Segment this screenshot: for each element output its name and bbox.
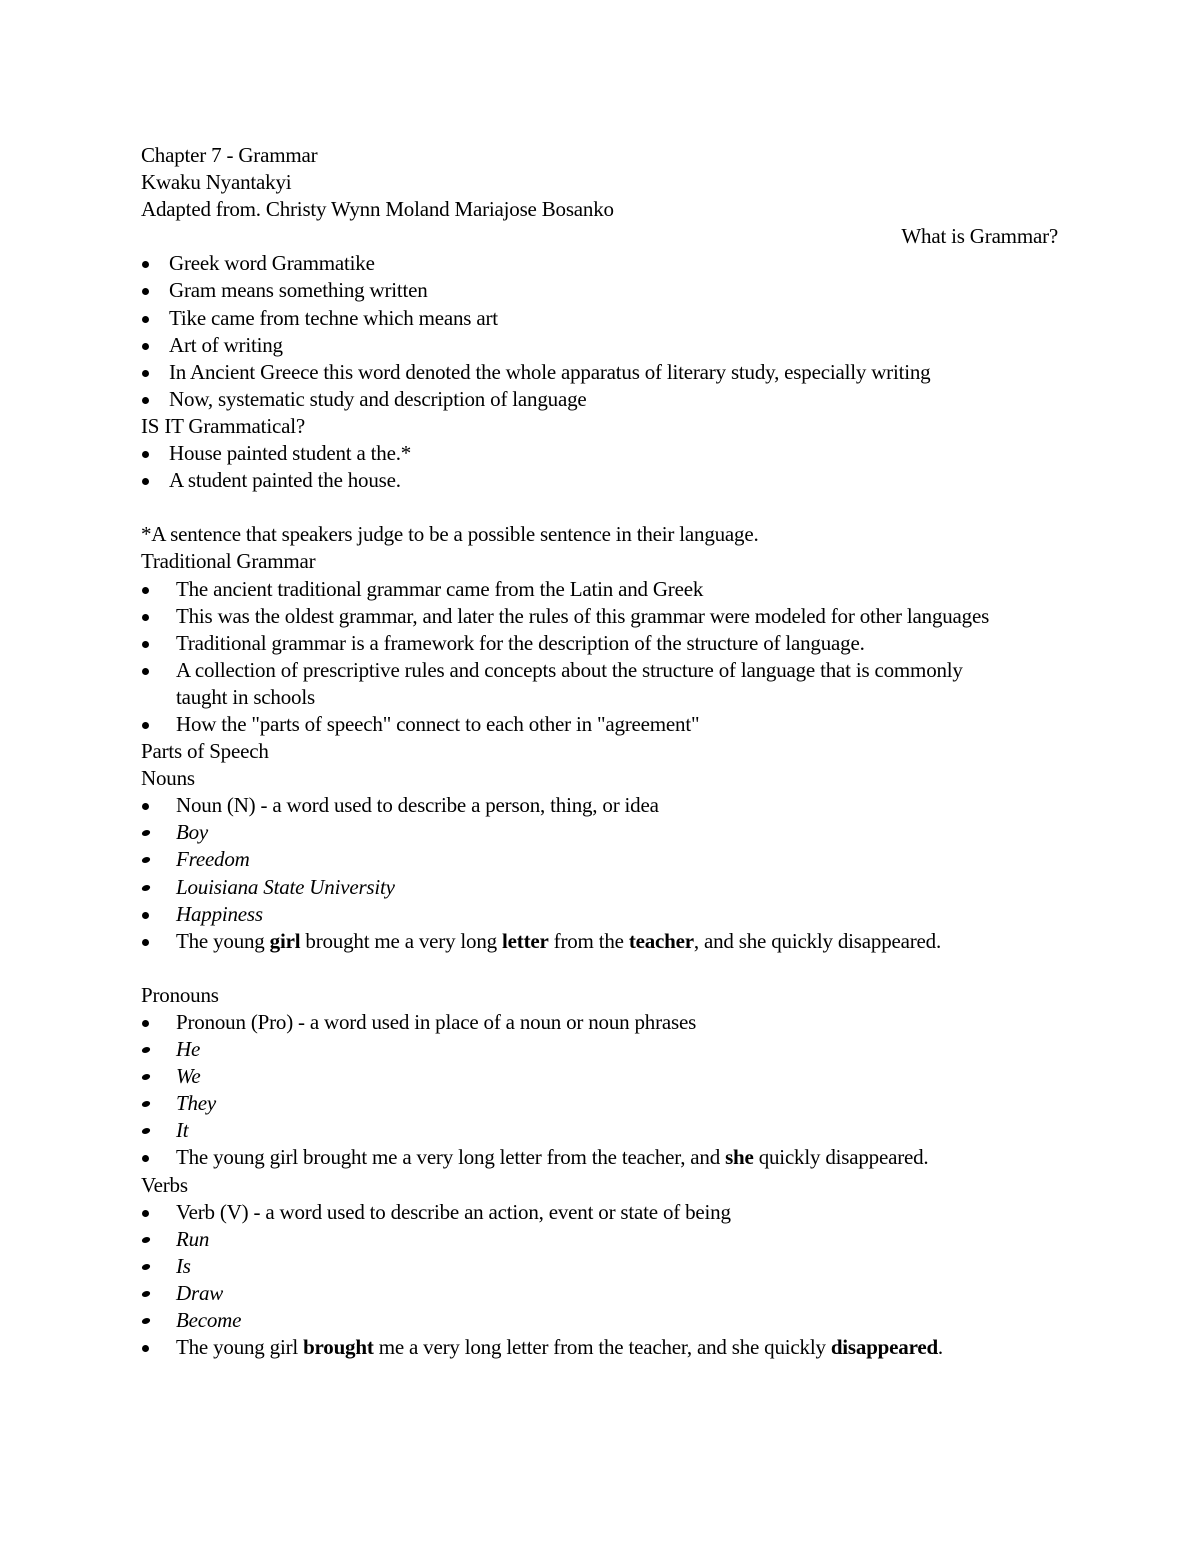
bullet-icon xyxy=(141,1128,151,1134)
is-it-grammatical-list xyxy=(141,440,1059,494)
bullet-icon xyxy=(142,1020,149,1027)
list-item: Greek word Grammatike xyxy=(141,250,1059,277)
list-item: We xyxy=(141,1063,1059,1090)
bullet-icon xyxy=(141,1264,151,1270)
bullet-icon xyxy=(142,803,149,810)
list-item: Draw xyxy=(141,1280,1059,1307)
bullet-icon xyxy=(142,614,149,621)
list-item: Is xyxy=(141,1253,1059,1280)
list-item: House painted student a the.* xyxy=(141,440,1059,467)
list-item: Freedom xyxy=(141,846,1059,873)
list-item: The ancient traditional grammar came from the Latin and Greek xyxy=(141,576,1059,603)
list-item: They xyxy=(141,1090,1059,1117)
list-item xyxy=(141,1144,1059,1171)
list-item: Become xyxy=(141,1307,1059,1334)
bullet-icon xyxy=(142,261,149,268)
bullet-icon xyxy=(142,288,149,295)
bullet-icon xyxy=(141,1074,151,1080)
bullet-icon xyxy=(142,316,149,323)
bullet-icon xyxy=(142,397,149,404)
bullet-icon xyxy=(142,668,149,675)
document-title: Chapter 7 - Grammar xyxy=(141,143,318,167)
verbs-heading: Verbs xyxy=(141,1172,188,1197)
bullet-icon xyxy=(141,857,151,863)
list-item: Happiness xyxy=(141,901,1059,928)
list-item: A student painted the house. xyxy=(141,467,1059,494)
list-item: Louisiana State University xyxy=(141,874,1059,901)
list-item: This was the oldest grammar, and later the rules of this grammar were modeled for other languages xyxy=(141,603,1059,630)
bullet-icon xyxy=(142,641,149,648)
nouns-list xyxy=(141,792,1059,955)
author-line: Kwaku Nyantakyi xyxy=(141,170,292,195)
list-item xyxy=(141,1334,1059,1361)
traditional-grammar-list xyxy=(141,576,1059,739)
list-item: Run xyxy=(141,1226,1059,1253)
list-item: In Ancient Greece this word denoted the whole apparatus of literary study, especially writing xyxy=(141,359,1059,386)
bullet-icon xyxy=(142,587,149,594)
bullet-icon xyxy=(142,478,149,485)
bullet-icon xyxy=(141,1291,151,1297)
list-item: Verb (V) - a word used to describe an action, event or state of being xyxy=(141,1199,1059,1226)
bullet-icon xyxy=(142,722,149,729)
bullet-icon xyxy=(141,885,151,891)
bullet-icon xyxy=(141,1237,151,1243)
bullet-icon xyxy=(142,370,149,377)
bullet-icon xyxy=(142,939,149,946)
parts-of-speech-heading: Parts of Speech xyxy=(141,739,269,764)
list-item: A collection of prescriptive rules and concepts about the structure of language that is commonly taught in schools xyxy=(141,657,1059,711)
what-is-grammar-list xyxy=(141,250,1059,413)
example-sentence: The young girl brought me a very long letter from the teacher, and she quickly disappeared. xyxy=(176,1335,943,1360)
bullet-icon xyxy=(142,1155,149,1162)
bullet-icon xyxy=(141,1318,151,1324)
spacer xyxy=(141,955,1059,982)
list-item: How the "parts of speech" connect to each other in "agreement" xyxy=(141,711,1059,738)
footnote: *A sentence that speakers judge to be a possible sentence in their language. xyxy=(141,522,759,547)
bullet-icon xyxy=(141,1101,151,1107)
pronouns-heading: Pronouns xyxy=(141,982,219,1007)
list-item: Pronoun (Pro) - a word used in place of a noun or noun phrases xyxy=(141,1009,1059,1036)
list-item: It xyxy=(141,1117,1059,1144)
spacer xyxy=(141,494,1059,521)
pronouns-list xyxy=(141,1009,1059,1172)
is-it-grammatical-heading: IS IT Grammatical? xyxy=(141,413,305,438)
traditional-grammar-heading: Traditional Grammar xyxy=(141,549,316,574)
list-item: Tike came from techne which means art xyxy=(141,305,1059,332)
bullet-icon xyxy=(142,451,149,458)
adapted-from-line: Adapted from. Christy Wynn Moland Mariajose Bosanko xyxy=(141,197,614,222)
verbs-list xyxy=(141,1199,1059,1362)
list-item xyxy=(141,928,1059,955)
bullet-icon xyxy=(141,830,151,836)
list-item: Noun (N) - a word used to describe a person, thing, or idea xyxy=(141,792,1059,819)
bullet-icon xyxy=(142,1210,149,1217)
example-sentence: The young girl brought me a very long letter from the teacher, and she quickly disappeared. xyxy=(176,1145,929,1170)
bullet-icon xyxy=(142,912,149,919)
list-item: Boy xyxy=(141,819,1059,846)
bullet-icon xyxy=(141,1047,151,1053)
list-item: Traditional grammar is a framework for the description of the structure of language. xyxy=(141,630,1059,657)
what-is-grammar-heading: What is Grammar? xyxy=(901,224,1058,249)
bullet-icon xyxy=(142,1345,149,1352)
nouns-heading: Nouns xyxy=(141,766,195,791)
list-item: Now, systematic study and description of language xyxy=(141,386,1059,413)
list-item: Gram means something written xyxy=(141,277,1059,304)
example-sentence: The young girl brought me a very long letter from the teacher, and she quickly disappeared. xyxy=(176,928,941,953)
bullet-icon xyxy=(142,343,149,350)
list-item: Art of writing xyxy=(141,332,1059,359)
list-item: He xyxy=(141,1036,1059,1063)
